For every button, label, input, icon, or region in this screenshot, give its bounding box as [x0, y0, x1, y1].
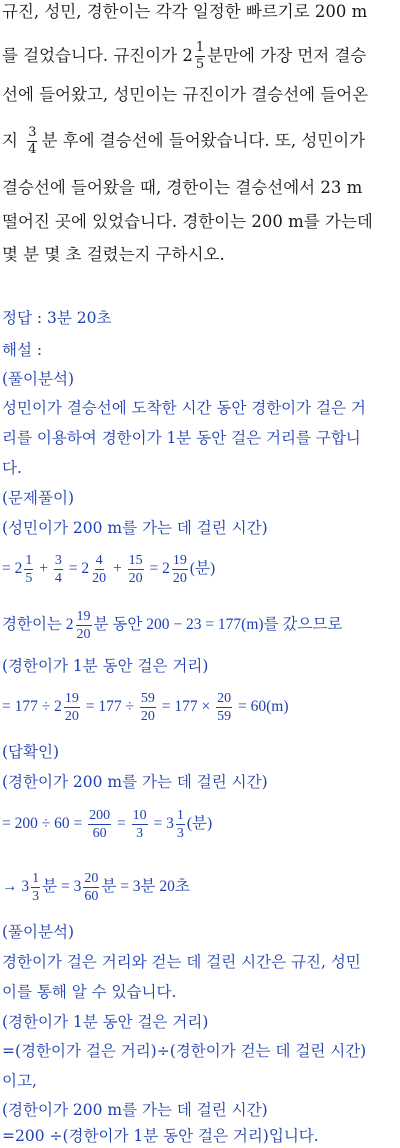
equation-3 [2, 808, 212, 841]
eq-text: → 3 [2, 878, 30, 896]
fraction [195, 41, 205, 72]
fraction [27, 126, 37, 157]
problem-line-5: 결승선에 들어왔을 때, 경한이는 결승선에서 23 m [2, 178, 363, 197]
fraction [91, 553, 107, 586]
problem-text: 지 [2, 131, 18, 150]
problem-line-3: 선에 들어왔고, 성민이는 규진이가 결승선에 들어온 [2, 85, 369, 104]
eq-text: 경한이는 2 [2, 616, 74, 634]
fraction [76, 609, 92, 642]
fraction-numerator: 59 [140, 691, 155, 706]
fraction-numerator: 200 [89, 808, 111, 823]
fraction-denominator: 4 [28, 142, 37, 157]
fraction [83, 871, 99, 904]
fraction-numerator: 1 [25, 553, 33, 568]
fraction-denominator: 20 [140, 709, 155, 724]
analysis-text: 경한이가 걸은 거리와 걷는 데 걸린 시간은 규진, 성민 [2, 953, 361, 971]
analysis-heading: (풀이분석) [2, 923, 74, 941]
fraction [31, 871, 40, 904]
eq-text: = 177 ÷ [81, 698, 138, 716]
eq-text: = 177 ÷ 2 [2, 698, 62, 716]
problem-line-2 [2, 41, 366, 72]
fraction [128, 553, 144, 586]
fraction-numerator: 1 [195, 40, 205, 55]
fraction-denominator: 5 [25, 571, 33, 586]
fraction-denominator: 20 [172, 571, 187, 586]
fraction [132, 808, 148, 841]
equation-2 [2, 691, 288, 724]
fraction [172, 553, 188, 586]
analysis-text: 리를 이용하여 경한이가 1분 동안 걸은 거리를 구합니 [2, 429, 361, 447]
solution-heading: (문제풀이) [2, 489, 74, 507]
fraction [54, 553, 63, 586]
fraction-denominator: 60 [84, 889, 99, 904]
eq-text: = 2 [2, 560, 23, 578]
answer: 정답 : 3분 20초 [2, 309, 112, 327]
solution-label: (경한이가 1분 동안 걸은 거리) [2, 657, 209, 675]
eq-text: + [109, 560, 126, 578]
fraction [176, 808, 185, 841]
fraction-denominator: 60 [92, 826, 107, 841]
eq-text: = 200 ÷ 60 = [2, 815, 87, 833]
eq-text: = 60(m) [234, 698, 289, 716]
fraction-denominator: 3 [176, 826, 184, 841]
fraction-numerator: 4 [95, 553, 103, 568]
analysis-text: (경한이가 1분 동안 걸은 거리) [2, 1013, 209, 1031]
analysis-text: 다. [2, 459, 22, 477]
analysis-text: (경한이가 200 m를 가는 데 걸린 시간) [2, 1101, 268, 1119]
fraction-numerator: 10 [132, 808, 147, 823]
check-label: (경한이가 200 m를 가는 데 걸린 시간) [2, 773, 268, 791]
explanation-label: 해설 : [2, 341, 43, 359]
solution-label: (성민이가 200 m를 가는 데 걸린 시간) [2, 519, 268, 537]
analysis-text: =(경한이가 걸은 거리)÷(경한이가 걷는 데 걸린 시간) [2, 1042, 367, 1060]
fraction-numerator: 1 [176, 808, 184, 823]
fraction-denominator: 59 [217, 709, 232, 724]
eq-text: = 2 [64, 560, 90, 578]
equation-1 [2, 553, 215, 586]
eq-text: 분 동안 200 − 23 = 177(m)를 갔으므로 [93, 616, 343, 634]
eq-text: + [35, 560, 52, 578]
fraction [24, 553, 33, 586]
fraction-denominator: 4 [54, 571, 62, 586]
fraction-numerator: 15 [128, 553, 143, 568]
check-heading: (답확인) [2, 743, 60, 761]
analysis-heading: (풀이분석) [2, 370, 74, 388]
problem-text: 분만에 가장 먼저 결승 [207, 46, 367, 65]
fraction-numerator: 20 [217, 691, 232, 706]
eq-text: = 177 × [157, 698, 215, 716]
eq-text: 분 = 3 [42, 878, 82, 896]
fraction-numerator: 3 [28, 125, 37, 140]
fraction [216, 691, 232, 724]
eq-text: = 2 [145, 560, 170, 578]
problem-line-1: 규진, 성민, 경한이는 각각 일정한 빠르기로 200 m [2, 2, 368, 21]
fraction [140, 691, 156, 724]
analysis-text: 이고, [2, 1072, 37, 1090]
problem-line-4 [2, 126, 365, 157]
fraction-numerator: 20 [84, 871, 99, 886]
fraction-denominator: 20 [128, 571, 143, 586]
problem-text: 분 후에 결승선에 들어왔습니다. 또, 성민이가 [41, 131, 366, 150]
fraction-numerator: 19 [76, 609, 91, 624]
equation-4 [2, 871, 190, 904]
fraction-denominator: 3 [32, 889, 40, 904]
fraction [64, 691, 80, 724]
fraction [88, 808, 111, 841]
problem-text: 를 걸었습니다. 규진이가 2 [2, 46, 193, 65]
eq-text: (분) [186, 815, 213, 833]
eq-text: 분 = 3분 20초 [101, 878, 190, 896]
fraction-numerator: 19 [64, 691, 79, 706]
fraction-denominator: 20 [64, 709, 79, 724]
analysis-text: 이를 통해 알 수 있습니다. [2, 983, 177, 1001]
fraction-denominator: 5 [195, 57, 205, 72]
fraction-numerator: 3 [54, 553, 62, 568]
analysis-text: =200 ÷(경한이가 1분 동안 걸은 거리)입니다. [2, 1127, 319, 1145]
problem-line-7: 몇 분 몇 초 걸렸는지 구하시오. [2, 245, 225, 264]
eq-text: = [113, 815, 130, 833]
problem-line-6: 떨어진 곳에 있었습니다. 경한이는 200 m를 가는데 [2, 212, 373, 231]
fraction-denominator: 20 [92, 571, 107, 586]
solution-line-2 [2, 609, 342, 642]
fraction-numerator: 19 [172, 553, 187, 568]
fraction-denominator: 20 [76, 627, 91, 642]
eq-text: (분) [189, 560, 216, 578]
fraction-denominator: 3 [136, 826, 144, 841]
fraction-numerator: 1 [32, 871, 40, 886]
eq-text: = 3 [149, 815, 174, 833]
analysis-text: 성민이가 결승선에 도착한 시간 동안 경한이가 걸은 거 [2, 399, 366, 417]
